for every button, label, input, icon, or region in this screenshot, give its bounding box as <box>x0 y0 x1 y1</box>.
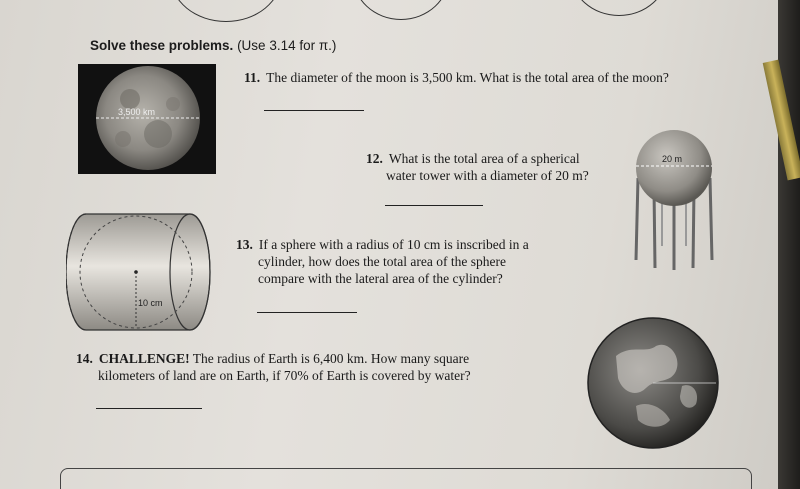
answer-line-13[interactable] <box>257 312 357 313</box>
tower-diameter-label: 20 m <box>662 154 683 164</box>
water-tower-figure <box>628 128 720 273</box>
moon-figure <box>78 64 216 174</box>
top-circle-middle <box>352 0 450 20</box>
bottom-footer-box <box>60 468 752 489</box>
problem-11-number: 11. <box>244 70 261 85</box>
cylinder-figure <box>66 210 212 334</box>
section-heading <box>90 38 336 53</box>
problem-12-line1: What is the total area of a spherical <box>388 151 580 166</box>
problem-13-line1: If a sphere with a radius of 10 cm is inscribed in a <box>258 237 529 252</box>
problem-11-text: The diameter of the moon is 3,500 km. What is the total area of the moon? <box>266 70 669 85</box>
problem-13 <box>236 236 529 287</box>
problem-13-line2: cylinder, how does the total area of the sphere <box>258 254 506 269</box>
moon-diameter-label: 3,500 km <box>118 107 156 117</box>
problem-14-line1: The radius of Earth is 6,400 km. How many square <box>189 351 470 366</box>
problem-11 <box>244 69 669 86</box>
answer-line-12[interactable] <box>385 205 483 206</box>
top-circle-right <box>570 0 668 16</box>
top-circle-left <box>170 0 282 22</box>
earth-figure <box>586 316 720 450</box>
problem-12-number: 12. <box>366 151 383 166</box>
heading-rest: (Use 3.14 for π.) <box>233 38 337 53</box>
problem-14 <box>76 350 471 384</box>
heading-bold: Solve these problems. <box>90 38 234 53</box>
problem-13-number: 13. <box>236 237 253 252</box>
problem-12-line2: water tower with a diameter of 20 m? <box>386 168 589 183</box>
problem-14-line2: kilometers of land are on Earth, if 70% of Earth is covered by water? <box>98 368 471 383</box>
answer-line-11[interactable] <box>264 110 364 111</box>
answer-line-14[interactable] <box>96 408 202 409</box>
challenge-label: CHALLENGE! <box>98 351 190 366</box>
cylinder-radius-label: 10 cm <box>138 298 163 308</box>
problem-13-line3: compare with the lateral area of the cylinder? <box>258 271 503 286</box>
problem-14-number: 14. <box>76 351 93 366</box>
problem-12 <box>366 150 589 184</box>
